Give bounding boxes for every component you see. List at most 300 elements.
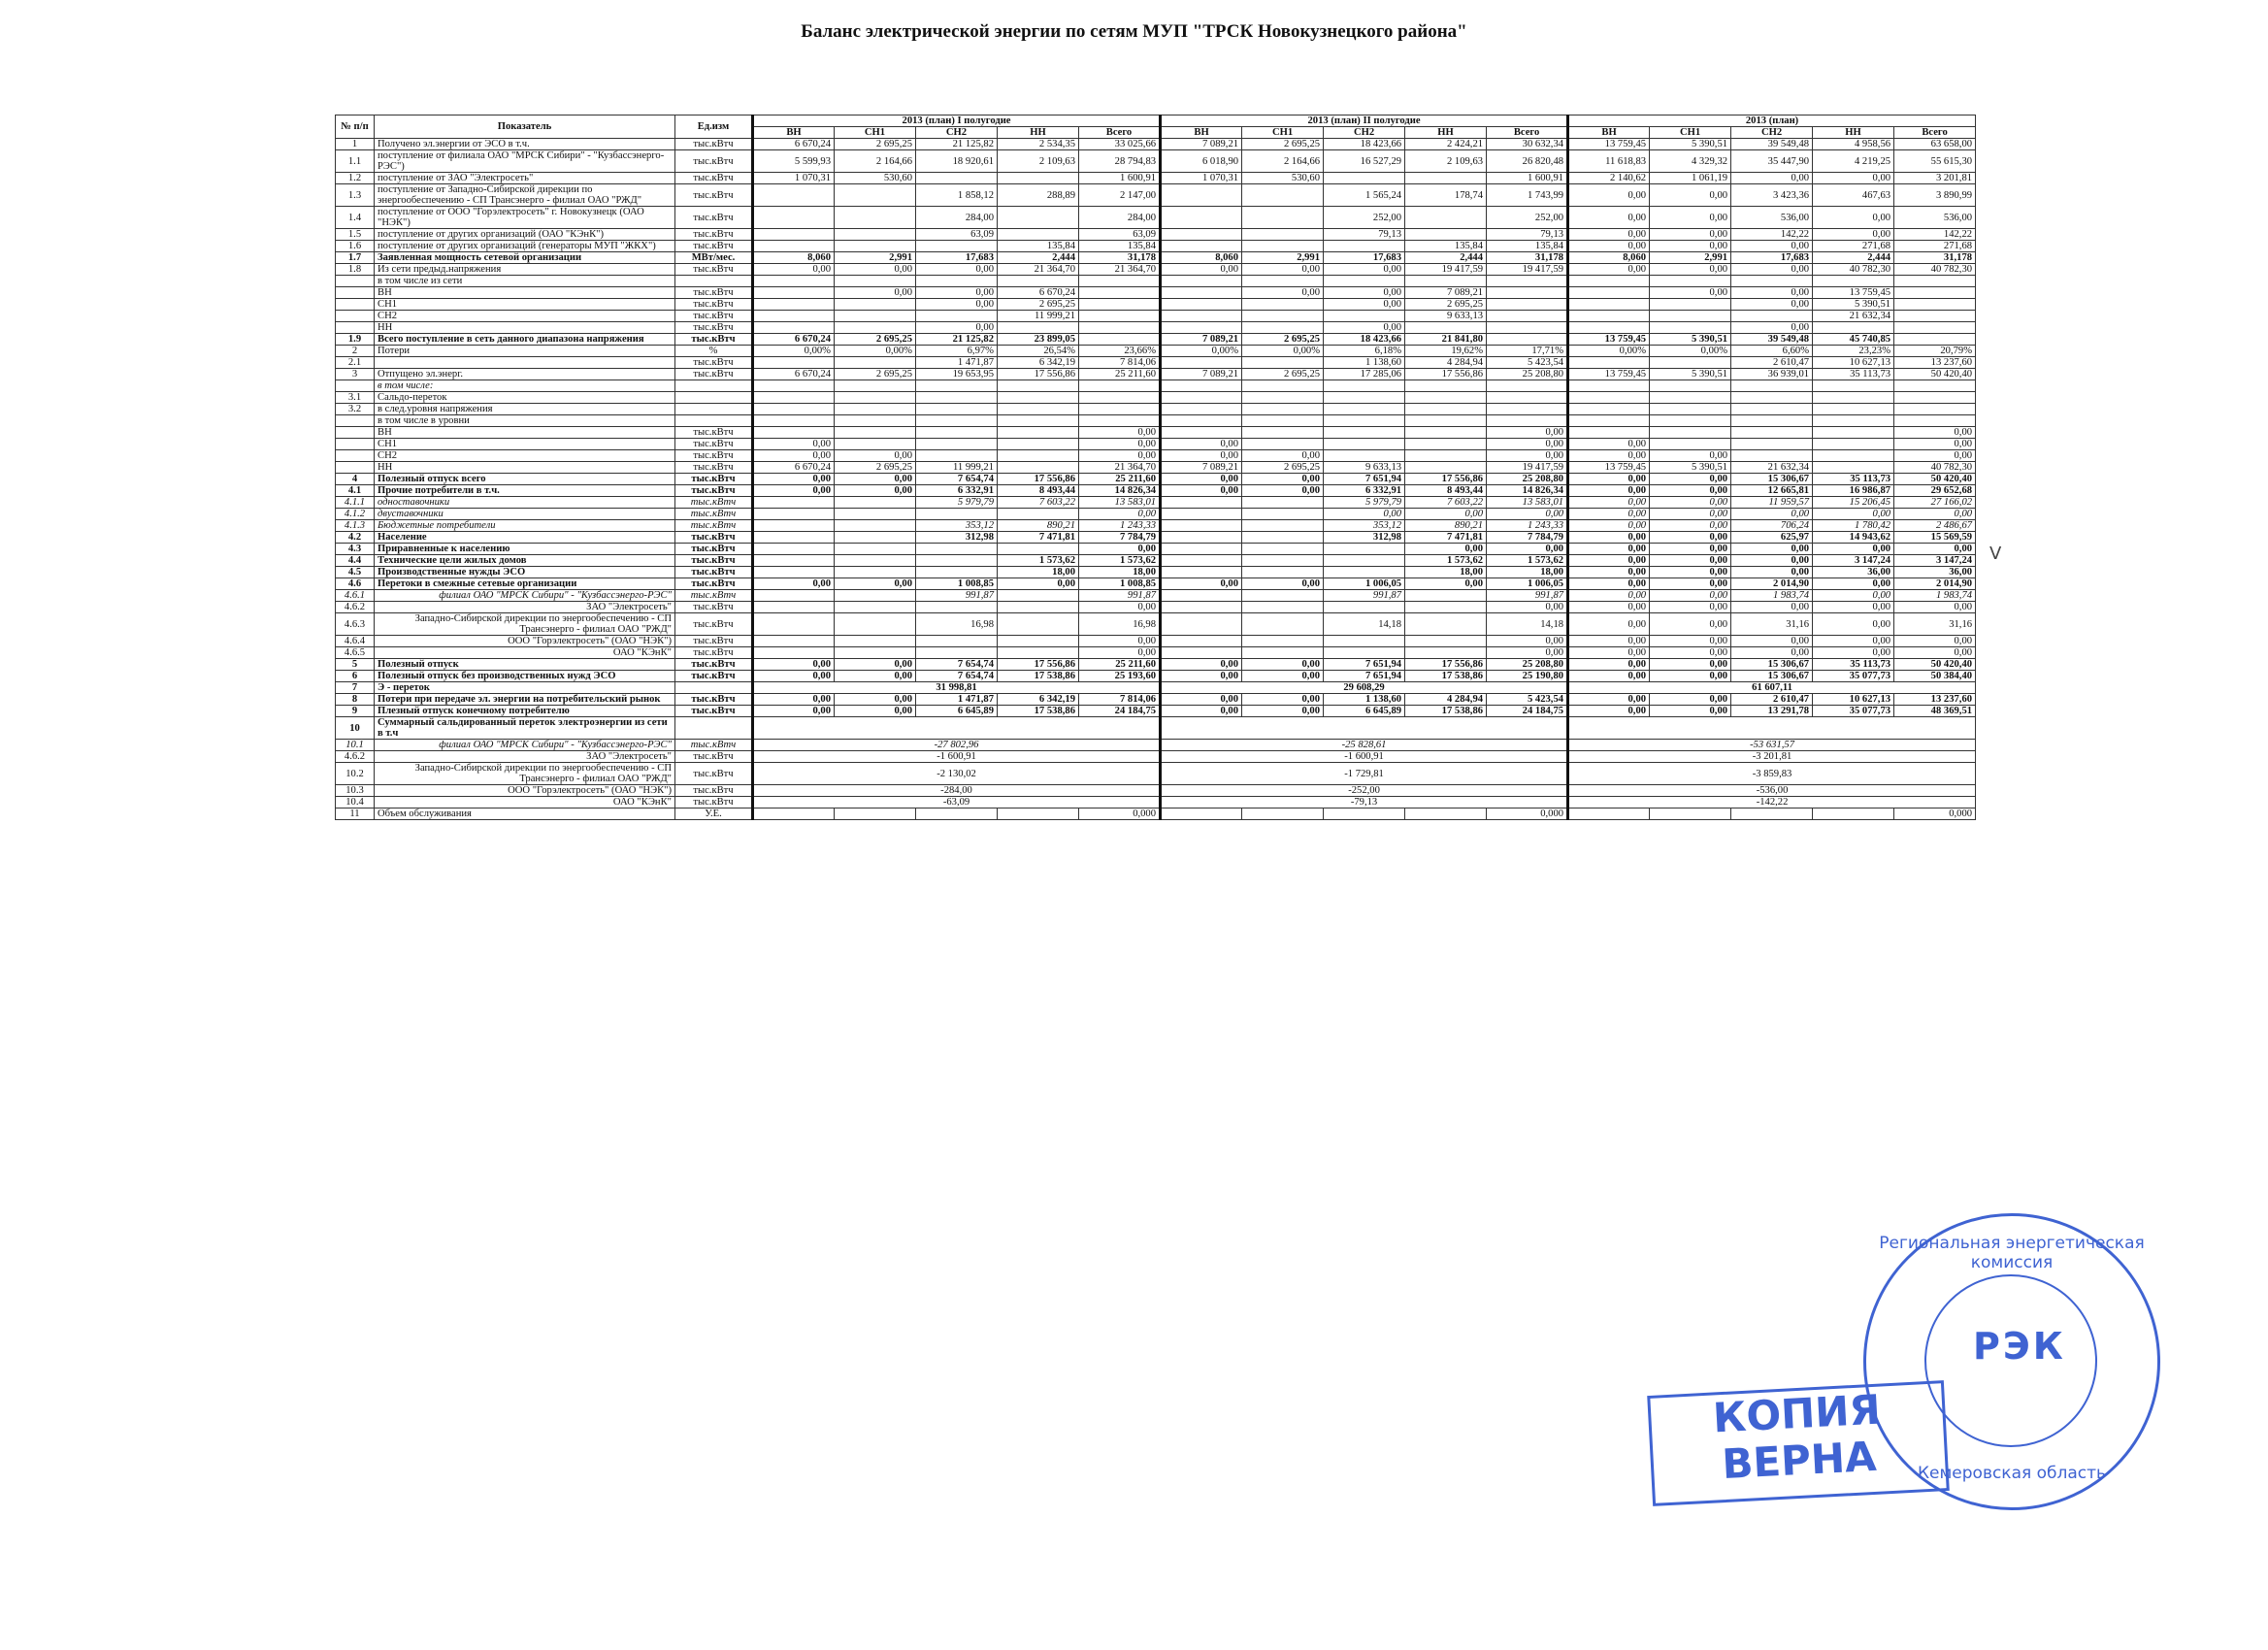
value-cell: 0,00 xyxy=(753,450,835,462)
value-cell xyxy=(835,590,916,602)
row-indicator: Всего поступление в сеть данного диапазона напряжения xyxy=(375,334,675,346)
value-cell: 0,00% xyxy=(753,346,835,357)
value-cell: 2 695,25 xyxy=(835,369,916,380)
value-cell: 3 147,24 xyxy=(1894,555,1976,567)
value-cell: 16 986,87 xyxy=(1813,485,1894,497)
value-cell xyxy=(1487,334,1568,346)
value-cell xyxy=(998,427,1079,439)
value-cell xyxy=(916,544,998,555)
value-cell: 12 665,81 xyxy=(1731,485,1813,497)
value-cell: 21 364,70 xyxy=(1079,264,1161,276)
value-cell: 17 538,86 xyxy=(1405,706,1487,717)
value-cell xyxy=(753,357,835,369)
value-cell: 0,00 xyxy=(1813,544,1894,555)
value-cell: 18 423,66 xyxy=(1324,139,1405,150)
value-cell xyxy=(753,311,835,322)
row-indicator: Заявленная мощность сетевой организации xyxy=(375,252,675,264)
row-number: 4.6.2 xyxy=(336,602,375,613)
value-cell: 1 243,33 xyxy=(1487,520,1568,532)
value-cell xyxy=(1079,415,1161,427)
value-cell xyxy=(1242,322,1324,334)
value-cell xyxy=(916,509,998,520)
value-cell: 0,00 xyxy=(1731,287,1813,299)
value-cell xyxy=(753,207,835,229)
value-cell: 13 759,45 xyxy=(1568,334,1650,346)
value-cell xyxy=(1405,636,1487,647)
value-cell xyxy=(1324,555,1405,567)
value-cell: 0,00 xyxy=(1650,520,1731,532)
value-cell: 17 285,06 xyxy=(1324,369,1405,380)
value-cell: 16,98 xyxy=(916,613,998,636)
value-cell: 2,991 xyxy=(1242,252,1324,264)
value-cell xyxy=(1242,544,1324,555)
value-cell xyxy=(835,184,916,207)
value-cell xyxy=(916,427,998,439)
value-cell: 0,00 xyxy=(1813,636,1894,647)
value-cell xyxy=(1079,322,1161,334)
value-cell: 15 306,67 xyxy=(1731,474,1813,485)
value-cell: 6,97% xyxy=(916,346,998,357)
value-cell xyxy=(1405,808,1487,820)
value-cell: 0,00 xyxy=(1731,322,1813,334)
value-cell: 18,00 xyxy=(998,567,1079,578)
value-cell: 31,16 xyxy=(1894,613,1976,636)
value-cell: 1 006,05 xyxy=(1324,578,1405,590)
value-cell: 467,63 xyxy=(1813,184,1894,207)
value-cell: 536,00 xyxy=(1894,207,1976,229)
value-cell: 21 841,80 xyxy=(1405,334,1487,346)
value-cell xyxy=(1813,415,1894,427)
value-cell xyxy=(1324,439,1405,450)
value-cell xyxy=(1242,276,1324,287)
value-cell: 6 670,24 xyxy=(753,462,835,474)
value-cell xyxy=(1242,636,1324,647)
value-cell: 2 610,47 xyxy=(1731,694,1813,706)
table-row xyxy=(336,544,1976,555)
value-cell: 8,060 xyxy=(1568,252,1650,264)
value-cell: 2,444 xyxy=(1405,252,1487,264)
value-cell: 0,00 xyxy=(916,264,998,276)
row-unit: тыс.кВтч xyxy=(675,357,753,369)
value-cell xyxy=(1731,450,1813,462)
value-cell xyxy=(1487,276,1568,287)
row-number: 4.6.2 xyxy=(336,751,375,763)
value-cell: 20,79% xyxy=(1894,346,1976,357)
value-cell: 7 089,21 xyxy=(1161,139,1242,150)
value-cell xyxy=(1568,311,1650,322)
table-row xyxy=(336,763,1976,785)
value-cell: 11 999,21 xyxy=(998,311,1079,322)
row-number xyxy=(336,299,375,311)
value-cell xyxy=(1242,427,1324,439)
table-row xyxy=(336,682,1976,694)
value-cell: 353,12 xyxy=(1324,520,1405,532)
row-indicator: Технические цели жилых домов xyxy=(375,555,675,567)
value-cell xyxy=(916,173,998,184)
value-cell xyxy=(753,544,835,555)
value-cell: 0,00 xyxy=(753,671,835,682)
row-unit: % xyxy=(675,346,753,357)
value-cell: 0,00 xyxy=(1568,613,1650,636)
subheader-сн1: СН1 xyxy=(835,127,916,139)
value-cell: 1 138,60 xyxy=(1324,694,1405,706)
value-cell: 10 627,13 xyxy=(1813,694,1894,706)
value-cell: 21 632,34 xyxy=(1813,311,1894,322)
value-cell xyxy=(753,404,835,415)
value-cell: 271,68 xyxy=(1894,241,1976,252)
value-cell: 0,00 xyxy=(1894,544,1976,555)
value-cell: 79,13 xyxy=(1324,229,1405,241)
value-cell: 1 008,85 xyxy=(1079,578,1161,590)
value-cell: 0,00 xyxy=(1731,567,1813,578)
value-cell: 0,00 xyxy=(1324,299,1405,311)
row-number: 1.3 xyxy=(336,184,375,207)
value-cell xyxy=(1894,276,1976,287)
value-cell: 13 583,01 xyxy=(1079,497,1161,509)
value-cell xyxy=(835,520,916,532)
value-cell: 0,00 xyxy=(1242,474,1324,485)
value-cell: 25 193,60 xyxy=(1079,671,1161,682)
value-cell xyxy=(1405,415,1487,427)
table-row xyxy=(336,252,1976,264)
row-unit: тыс.кВтч xyxy=(675,427,753,439)
row-indicator: Полезный отпуск xyxy=(375,659,675,671)
row-number xyxy=(336,276,375,287)
value-cell: 0,00 xyxy=(1894,427,1976,439)
value-cell: 6 332,91 xyxy=(916,485,998,497)
value-cell: 2 695,25 xyxy=(835,139,916,150)
value-cell xyxy=(1242,184,1324,207)
value-cell: 1 780,42 xyxy=(1813,520,1894,532)
value-cell: 5 390,51 xyxy=(1650,334,1731,346)
subheader-всего: Всего xyxy=(1487,127,1568,139)
value-cell: 4 219,25 xyxy=(1813,150,1894,173)
value-cell xyxy=(835,207,916,229)
value-cell: 6 670,24 xyxy=(753,139,835,150)
row-number: 2.1 xyxy=(336,357,375,369)
value-cell xyxy=(916,241,998,252)
value-cell xyxy=(1487,392,1568,404)
table-row xyxy=(336,485,1976,497)
table-row xyxy=(336,647,1976,659)
value-cell xyxy=(835,636,916,647)
value-cell: 1 471,87 xyxy=(916,694,998,706)
value-cell xyxy=(916,415,998,427)
value-cell: 7 651,94 xyxy=(1324,659,1405,671)
row-number: 4 xyxy=(336,474,375,485)
row-unit xyxy=(675,404,753,415)
row-unit: тыс.кВтч xyxy=(675,578,753,590)
value-cell: 6 670,24 xyxy=(753,369,835,380)
value-cell: 0,00 xyxy=(1813,613,1894,636)
value-cell: 0,00 xyxy=(1650,647,1731,659)
row-indicator: ООО "Горэлектросеть" (ОАО "НЭК") xyxy=(375,785,675,797)
value-cell: 2 695,25 xyxy=(1242,462,1324,474)
empty-period-cell xyxy=(1161,717,1568,740)
value-cell xyxy=(1405,392,1487,404)
value-cell: 50 420,40 xyxy=(1894,474,1976,485)
value-cell: 0,00 xyxy=(1731,264,1813,276)
value-cell: 35 113,73 xyxy=(1813,369,1894,380)
value-cell: 48 369,51 xyxy=(1894,706,1976,717)
value-cell: 0,00 xyxy=(1731,602,1813,613)
value-cell xyxy=(1650,404,1731,415)
value-cell: 135,84 xyxy=(998,241,1079,252)
value-cell: 0,00 xyxy=(1813,578,1894,590)
value-cell: 35 077,73 xyxy=(1813,706,1894,717)
value-cell xyxy=(835,647,916,659)
value-cell: 21 364,70 xyxy=(1079,462,1161,474)
value-cell xyxy=(753,555,835,567)
value-cell xyxy=(998,602,1079,613)
value-cell: 0,00 xyxy=(753,485,835,497)
value-cell xyxy=(1568,808,1650,820)
value-cell xyxy=(1894,287,1976,299)
row-number: 1.6 xyxy=(336,241,375,252)
row-number: 1.4 xyxy=(336,207,375,229)
row-unit: У.Е. xyxy=(675,808,753,820)
value-cell xyxy=(1161,520,1242,532)
value-cell: 18,00 xyxy=(1079,567,1161,578)
row-unit: тыс.кВтч xyxy=(675,763,753,785)
value-cell xyxy=(1813,392,1894,404)
row-unit: тыс.кВтч xyxy=(675,485,753,497)
value-cell xyxy=(1161,392,1242,404)
value-cell: 0,00 xyxy=(1650,671,1731,682)
value-cell: 14 826,34 xyxy=(1079,485,1161,497)
value-cell: 0,00 xyxy=(1568,694,1650,706)
merged-value-cell: 31 998,81 xyxy=(753,682,1161,694)
row-unit xyxy=(675,415,753,427)
row-number: 4.1.3 xyxy=(336,520,375,532)
value-cell: 17,71% xyxy=(1487,346,1568,357)
row-number xyxy=(336,450,375,462)
table-row xyxy=(336,797,1976,808)
row-indicator: Полезный отпуск без производственных нужд ЭСО xyxy=(375,671,675,682)
value-cell: 19 653,95 xyxy=(916,369,998,380)
value-cell xyxy=(835,392,916,404)
value-cell xyxy=(916,647,998,659)
value-cell xyxy=(998,509,1079,520)
value-cell: 19 417,59 xyxy=(1487,462,1568,474)
value-cell: 2 109,63 xyxy=(998,150,1079,173)
value-cell: 1 006,05 xyxy=(1487,578,1568,590)
value-cell: 0,00 xyxy=(1568,671,1650,682)
value-cell: 0,00 xyxy=(1161,264,1242,276)
value-cell: 991,87 xyxy=(1487,590,1568,602)
value-cell xyxy=(1161,497,1242,509)
row-unit: тыс.кВтч xyxy=(675,184,753,207)
value-cell: 0,00 xyxy=(1813,509,1894,520)
value-cell xyxy=(1487,322,1568,334)
table-row xyxy=(336,299,1976,311)
value-cell: 0,00 xyxy=(916,287,998,299)
table-row xyxy=(336,311,1976,322)
value-cell xyxy=(1894,380,1976,392)
balance-table xyxy=(335,115,1976,820)
row-number xyxy=(336,427,375,439)
row-number: 4.4 xyxy=(336,555,375,567)
table-row xyxy=(336,532,1976,544)
value-cell: 1 600,91 xyxy=(1079,173,1161,184)
value-cell xyxy=(998,173,1079,184)
value-cell xyxy=(1568,392,1650,404)
row-indicator: Потери при передаче эл. энергии на потребительский рынок xyxy=(375,694,675,706)
value-cell: 11 999,21 xyxy=(916,462,998,474)
row-unit: тыс.кВтч xyxy=(675,439,753,450)
table-row xyxy=(336,613,1976,636)
value-cell: 0,00 xyxy=(1650,229,1731,241)
merged-value-cell: -3 201,81 xyxy=(1568,751,1976,763)
value-cell: 0,00 xyxy=(1650,450,1731,462)
value-cell: 2,991 xyxy=(835,252,916,264)
row-unit: тыс.кВтч xyxy=(675,264,753,276)
subheader-нн: НН xyxy=(998,127,1079,139)
value-cell: 27 166,02 xyxy=(1894,497,1976,509)
value-cell: 17,683 xyxy=(1731,252,1813,264)
value-cell: 0,00 xyxy=(1650,474,1731,485)
value-cell xyxy=(1242,647,1324,659)
value-cell: 284,00 xyxy=(916,207,998,229)
value-cell xyxy=(1242,380,1324,392)
value-cell xyxy=(1242,415,1324,427)
row-number xyxy=(336,311,375,322)
value-cell: 5 979,79 xyxy=(1324,497,1405,509)
row-number: 10 xyxy=(336,717,375,740)
value-cell xyxy=(1242,497,1324,509)
table-row xyxy=(336,287,1976,299)
value-cell: 2 695,25 xyxy=(998,299,1079,311)
value-cell xyxy=(1894,415,1976,427)
value-cell: 2 164,66 xyxy=(1242,150,1324,173)
value-cell: 0,00 xyxy=(1650,497,1731,509)
value-cell xyxy=(1894,322,1976,334)
value-cell xyxy=(1161,567,1242,578)
value-cell: 142,22 xyxy=(1731,229,1813,241)
table-row xyxy=(336,578,1976,590)
value-cell: 991,87 xyxy=(1324,590,1405,602)
value-cell: 530,60 xyxy=(1242,173,1324,184)
merged-value-cell: -252,00 xyxy=(1161,785,1568,797)
table-row xyxy=(336,740,1976,751)
row-unit xyxy=(675,717,753,740)
row-number: 10.3 xyxy=(336,785,375,797)
value-cell xyxy=(753,229,835,241)
value-cell: 15 206,45 xyxy=(1813,497,1894,509)
value-cell: 35 113,73 xyxy=(1813,474,1894,485)
empty-period-cell xyxy=(753,717,1161,740)
value-cell: 17 556,86 xyxy=(998,659,1079,671)
value-cell xyxy=(835,808,916,820)
value-cell: 0,00% xyxy=(1650,346,1731,357)
value-cell: 2 534,35 xyxy=(998,139,1079,150)
row-unit: тыс.кВтч xyxy=(675,567,753,578)
value-cell xyxy=(1650,311,1731,322)
value-cell: 5 423,54 xyxy=(1487,357,1568,369)
value-cell: 0,00 xyxy=(1650,706,1731,717)
value-cell: 1 565,24 xyxy=(1324,184,1405,207)
value-cell: 2 109,63 xyxy=(1405,150,1487,173)
value-cell xyxy=(1242,241,1324,252)
value-cell: 4 329,32 xyxy=(1650,150,1731,173)
value-cell xyxy=(1242,311,1324,322)
row-indicator: Полезный отпуск всего xyxy=(375,474,675,485)
value-cell xyxy=(1568,299,1650,311)
value-cell: 79,13 xyxy=(1487,229,1568,241)
value-cell: 1 573,62 xyxy=(1487,555,1568,567)
value-cell: 29 652,68 xyxy=(1894,485,1976,497)
value-cell: 0,00 xyxy=(1079,544,1161,555)
value-cell xyxy=(1161,241,1242,252)
value-cell: 0,00 xyxy=(835,264,916,276)
value-cell: 13 759,45 xyxy=(1568,139,1650,150)
value-cell: 0,00 xyxy=(1568,590,1650,602)
value-cell: 25 208,80 xyxy=(1487,659,1568,671)
value-cell: 13 583,01 xyxy=(1487,497,1568,509)
table-row xyxy=(336,427,1976,439)
row-indicator: Плезный отпуск конечному потребителю xyxy=(375,706,675,717)
value-cell: 16,98 xyxy=(1079,613,1161,636)
value-cell: 1 983,74 xyxy=(1731,590,1813,602)
value-cell xyxy=(1324,450,1405,462)
value-cell: 23 899,05 xyxy=(998,334,1079,346)
row-unit: тыс.кВтч xyxy=(675,207,753,229)
value-cell: 0,00 xyxy=(1242,694,1324,706)
row-number: 4.3 xyxy=(336,544,375,555)
value-cell: 0,00 xyxy=(1161,694,1242,706)
value-cell: 0,00 xyxy=(1242,578,1324,590)
value-cell: 13 759,45 xyxy=(1813,287,1894,299)
value-cell: 2 610,47 xyxy=(1731,357,1813,369)
value-cell: 0,00 xyxy=(835,485,916,497)
value-cell: 1 138,60 xyxy=(1324,357,1405,369)
row-unit: тыс.кВтч xyxy=(675,636,753,647)
table-row xyxy=(336,808,1976,820)
value-cell xyxy=(753,392,835,404)
row-indicator: Потери xyxy=(375,346,675,357)
value-cell: 0,00 xyxy=(1079,427,1161,439)
value-cell: 17 556,86 xyxy=(998,474,1079,485)
value-cell: 2 164,66 xyxy=(835,150,916,173)
value-cell: 5 390,51 xyxy=(1813,299,1894,311)
value-cell: 0,00 xyxy=(1568,578,1650,590)
value-cell xyxy=(916,555,998,567)
value-cell: 13 237,60 xyxy=(1894,694,1976,706)
value-cell xyxy=(1405,462,1487,474)
value-cell: 0,00 xyxy=(1731,509,1813,520)
row-number: 1.1 xyxy=(336,150,375,173)
row-unit: тыс.кВтч xyxy=(675,369,753,380)
value-cell xyxy=(1079,392,1161,404)
value-cell: 0,00 xyxy=(1731,544,1813,555)
value-cell: 4 284,94 xyxy=(1405,357,1487,369)
table-row xyxy=(336,439,1976,450)
value-cell xyxy=(835,509,916,520)
value-cell: 40 782,30 xyxy=(1894,264,1976,276)
value-cell: 0,00 xyxy=(1650,694,1731,706)
value-cell xyxy=(1650,276,1731,287)
value-cell xyxy=(916,636,998,647)
value-cell xyxy=(835,439,916,450)
value-cell: 15 306,67 xyxy=(1731,671,1813,682)
value-cell: 33 025,66 xyxy=(1079,139,1161,150)
value-cell xyxy=(753,276,835,287)
value-cell xyxy=(1650,322,1731,334)
value-cell: 178,74 xyxy=(1405,184,1487,207)
value-cell: 0,00 xyxy=(1405,578,1487,590)
table-row xyxy=(336,474,1976,485)
value-cell xyxy=(1813,404,1894,415)
